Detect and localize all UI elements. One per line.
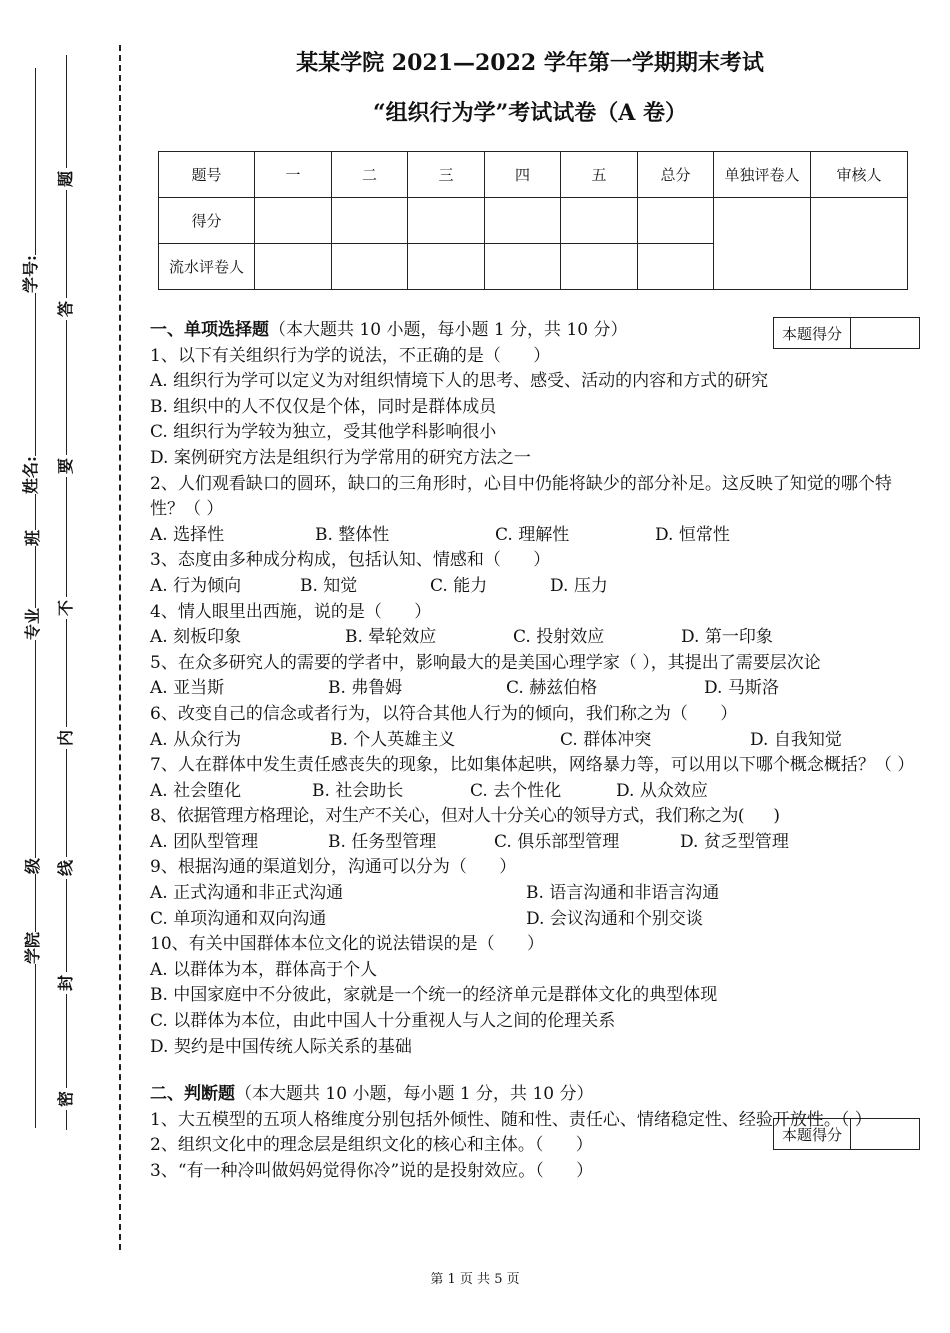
option-row [150, 728, 912, 754]
seal-char: 不 [55, 597, 77, 619]
option: B. 弗鲁姆 [328, 678, 403, 699]
score-cell[interactable] [638, 244, 714, 290]
section1-heading [150, 318, 912, 344]
page-footer: 第 1 页 共 5 页 [430, 1272, 520, 1287]
question-stem: 2、人们观看缺口的圆环，缺口的三角形时，心目中仍能将缺少的部分补足。这反映了知觉的哪个特性？（ ） [150, 473, 892, 520]
college-label: 学院 [23, 931, 43, 965]
option: B. 语言沟通和非语言沟通 [526, 883, 720, 904]
seal-char: 内 [55, 727, 77, 749]
option: B. 知觉 [300, 575, 358, 596]
question-stem: 1、以下有关组织行为学的说法，不正确的是（ ） [150, 345, 551, 366]
judgement-item: 3、“有一种冷叫做妈妈觉得你冷”说的是投射效应。（ ） [150, 1161, 594, 1181]
question-stem: 9、根据沟通的渠道划分，沟通可以分为（ ） [150, 857, 517, 878]
score-cell[interactable] [561, 198, 638, 244]
section2-heading [150, 1082, 912, 1108]
table-header: 单独评卷人 [714, 152, 811, 198]
seal-char: 线 [55, 857, 77, 879]
option-row [150, 881, 912, 907]
seal-char: 要 [55, 455, 77, 477]
option: A. 从众行为 [150, 729, 242, 750]
option: C. 去个性化 [470, 780, 562, 801]
seal-char: 答 [55, 298, 77, 320]
option: C. 能力 [430, 575, 488, 596]
option: A. 社会堕化 [150, 780, 242, 801]
option: A. 组织行为学可以定义为对组织情境下人的思考、感受、活动的内容和方式的研究 [150, 371, 769, 392]
option-row [150, 625, 912, 651]
question-stem: 8、依据管理方格理论，对生产不关心，但对人十分关心的领导方式，我们称之为( ) [150, 806, 780, 827]
option: C. 以群体为本位，由此中国人十分重视人与人之间的伦理关系 [150, 1011, 616, 1032]
option: D. 马斯洛 [704, 678, 779, 699]
section-title: 一、单项选择题 [150, 320, 269, 340]
table-header: 题号 [159, 152, 255, 198]
option-row [150, 907, 912, 933]
option: A. 亚当斯 [150, 678, 225, 699]
row-label: 得分 [159, 198, 255, 244]
option-row [150, 830, 912, 856]
option: B. 社会助长 [312, 780, 404, 801]
major-label: 专业 [23, 607, 43, 641]
option: D. 自我知觉 [750, 729, 842, 750]
judgement-item: 2、组织文化中的理念层是组织文化的核心和主体。（ ） [150, 1135, 593, 1156]
exam-content [150, 318, 915, 1185]
seal-char: 题 [55, 168, 77, 190]
option: C. 赫兹伯格 [506, 678, 598, 699]
score-cell[interactable] [561, 244, 638, 290]
question-stem: 3、态度由多种成分构成，包括认知、情感和（ ） [150, 550, 551, 571]
option-row [150, 779, 912, 805]
reviewer-cell[interactable] [811, 198, 908, 290]
name-label: 姓名: [20, 456, 40, 494]
option: B. 中国家庭中不分彼此，家就是一个统一的经济单元是群体文化的典型体现 [150, 985, 718, 1006]
option: B. 晕轮效应 [345, 627, 437, 648]
section-score-label: 本题得分 [774, 1119, 851, 1149]
option: A. 团队型管理 [150, 831, 259, 852]
score-cell[interactable] [332, 198, 408, 244]
score-cell[interactable] [485, 198, 561, 244]
binding-line-inner [66, 55, 67, 1130]
question-stem: 6、改变自己的信念或者行为，以符合其他人行为的倾向，我们称之为（ ） [150, 703, 738, 724]
grade-label: 级 [23, 857, 43, 875]
section-score-label: 本题得分 [774, 318, 851, 348]
score-cell[interactable] [255, 244, 332, 290]
binding-line-outer [35, 68, 36, 1128]
option: D. 第一印象 [681, 627, 773, 648]
table-header: 三 [408, 152, 485, 198]
question-stem: 7、人在群体中发生责任感丧失的现象，比如集体起哄，网络暴力等，可以用以下哪个概念概括？（ ） [150, 755, 915, 776]
score-cell[interactable] [255, 198, 332, 244]
student-id-label: 学号: [20, 255, 40, 293]
question-stem: 4、情人眼里出西施，说的是（ ） [150, 601, 432, 622]
table-header: 审核人 [811, 152, 908, 198]
option: C. 单项沟通和双向沟通 [150, 908, 327, 929]
seal-char: 封 [55, 972, 77, 994]
table-header: 二 [332, 152, 408, 198]
binding-dashed-line [119, 45, 121, 1250]
score-cell[interactable] [408, 198, 485, 244]
option-row [150, 523, 912, 549]
table-header: 五 [561, 152, 638, 198]
option: D. 会议沟通和个别交谈 [526, 908, 703, 929]
option: C. 俱乐部型管理 [494, 831, 620, 852]
score-table [158, 151, 908, 290]
option: C. 投射效应 [513, 627, 605, 648]
score-cell[interactable] [638, 198, 714, 244]
option-row [150, 676, 912, 702]
question-stem: 5、在众多研究人的需要的学者中，影响最大的是美国心理学家（ ），其提出了需要层次论 [150, 652, 821, 673]
section-note: （本大题共 10 小题，每小题 1 分，共 10 分） [235, 1084, 594, 1105]
option-row [150, 574, 912, 600]
table-header: 一 [255, 152, 332, 198]
row-label: 流水评卷人 [159, 244, 255, 290]
option: B. 个人英雄主义 [330, 729, 456, 750]
option: D. 压力 [550, 575, 608, 596]
question-stem: 10、有关中国群体本位文化的说法错误的是（ ） [150, 934, 545, 955]
option: C. 群体冲突 [560, 729, 652, 750]
score-cell[interactable] [408, 244, 485, 290]
option: C. 组织行为学较为独立，受其他学科影响很小 [150, 422, 497, 443]
option: A. 刻板印象 [150, 627, 242, 648]
grader-cell[interactable] [714, 198, 811, 290]
class-label: 班 [23, 529, 43, 547]
score-cell[interactable] [485, 244, 561, 290]
section-title: 二、判断题 [150, 1084, 235, 1105]
option: A. 以群体为本，群体高于个人 [150, 959, 378, 980]
seal-char: 密 [55, 1088, 77, 1110]
option: A. 选择性 [150, 524, 225, 545]
exam-title: 某某学院 2021—2022 学年第一学期期末考试 [296, 50, 764, 76]
exam-subtitle: “组织行为学”考试试卷（A 卷） [372, 100, 688, 126]
option: A. 正式沟通和非正式沟通 [150, 883, 344, 904]
option: D. 贫乏型管理 [680, 831, 789, 852]
option: B. 组织中的人不仅仅是个体，同时是群体成员 [150, 396, 497, 417]
table-header: 四 [485, 152, 561, 198]
judgement-item: 1、大五模型的五项人格维度分别包括外倾性、随和性、责任心、情绪稳定性、经验开放性。（ ） [150, 1109, 872, 1130]
option: D. 案例研究方法是组织行为学常用的研究方法之一 [150, 447, 531, 468]
option: C. 理解性 [495, 524, 570, 545]
option: B. 整体性 [315, 524, 390, 545]
option: D. 契约是中国传统人际关系的基础 [150, 1036, 412, 1057]
option: D. 恒常性 [655, 524, 730, 545]
option: B. 任务型管理 [328, 831, 437, 852]
table-header: 总分 [638, 152, 714, 198]
section-note: （本大题共 10 小题，每小题 1 分，共 10 分） [269, 320, 628, 340]
score-cell[interactable] [332, 244, 408, 290]
option: A. 行为倾向 [150, 575, 242, 596]
option: D. 从众效应 [616, 780, 708, 801]
